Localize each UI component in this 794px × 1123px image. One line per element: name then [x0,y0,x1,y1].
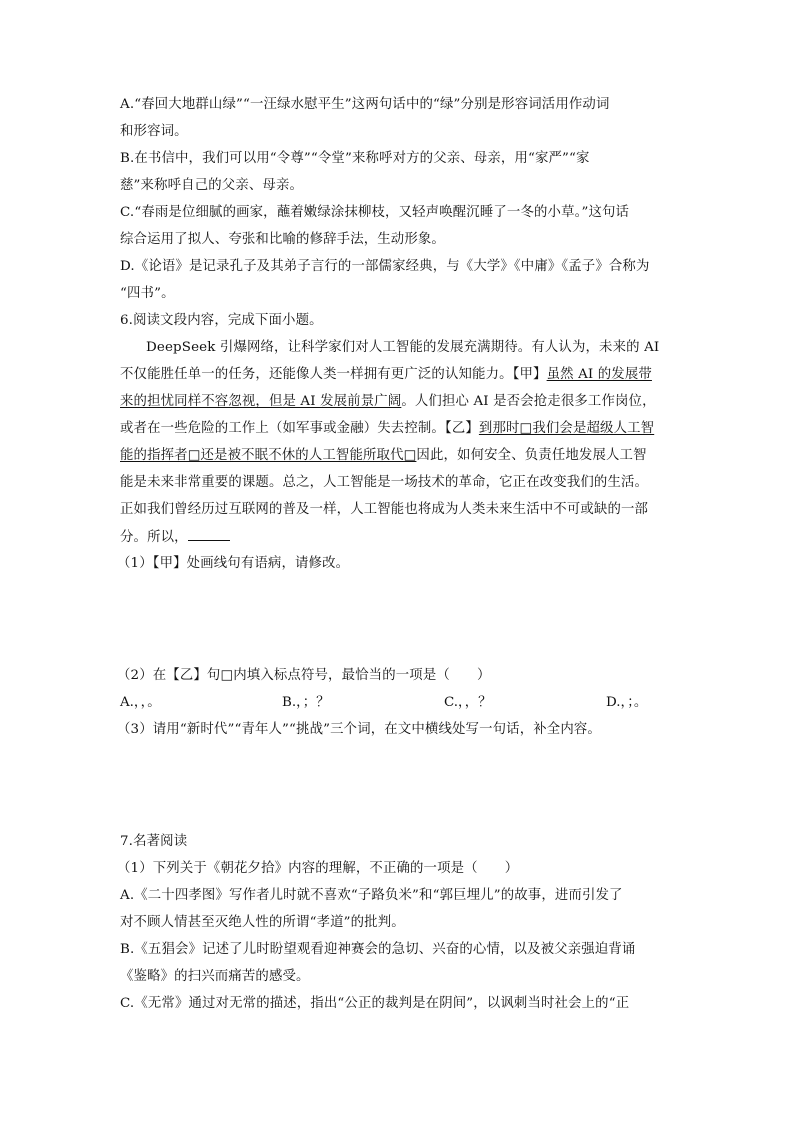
q6-title: 6.阅读文段内容，完成下面小题。 [120,313,323,328]
passage-line-7: 正如我们曾经历过互联网的普及一样，人工智能也将成为人类未来生活中不可或缺的一部 [120,502,649,517]
q5-option-d-line2: “四书”。 [120,286,175,301]
q7-option-a-line1: A.《二十四孝图》写作者儿时就不喜欢“子路负米”和“郭巨埋儿”的故事，进而引发了 [120,888,623,903]
q7-option-c-line1: C.《无常》通过对无常的描述，指出“公正的裁判是在阴间”，以讽刺当时社会上的“正 [120,996,630,1011]
q5-option-d-line1: D.《论语》是记录孔子及其弟子言行的一部儒家经典，与《大学》《中庸》《孟子》合称为 [120,259,650,274]
passage-text: 或者在一些危险的工作上（如军事或金融）失去控制。【乙】 [120,421,479,436]
q6-sub2-option-a[interactable]: A.，，。 [120,695,161,710]
passage-text: 。人们担心 AI 是否会抢走很多工作岗位， [401,394,656,409]
q6-sub2-option-b[interactable]: B.，；？ [282,695,330,710]
passage-line-1: DeepSeek 引爆网络，让科学家们对人工智能的发展充满期待。有人认为，未来的 AI [146,340,660,355]
q5-option-c-line2: 综合运用了拟人、夸张和比喻的修辞手法，生动形象。 [120,232,445,247]
passage-line-8 [120,528,680,547]
passage-text: 不仅能胜任单一的任务，还能像人类一样拥有更广泛的认知能力。【甲】 [120,367,547,382]
passage-text: 分。所以， [120,530,188,545]
q7-title: 7.名著阅读 [120,834,188,849]
passage-line-2 [120,366,680,384]
q7-option-b-line1: B.《五猖会》记述了儿时盼望观看迎神赛会的急切、兴奋的心情，以及被父亲强迫背诵 [120,942,636,957]
q6-subquestion-1: （1）【甲】处画线句有语病，请修改。 [117,556,350,571]
passage-line-6: 能是未来非常重要的课题。总之，人工智能是一场技术的革命，它正在改变我们的生活。 [120,475,649,490]
passage-text: 因此，如何安全、负责任地发展人工智 [416,448,647,463]
underlined-sentence-yi-cont: 能的指挥者□还是被不眠不休的人工智能所取代□ [120,448,417,463]
q6-subquestion-2: （2）在【乙】句□内填入标点符号，最恰当的一项是（ ） [117,668,491,683]
answer-blank[interactable] [188,528,230,541]
q7-option-a-line2: 对不顾人情甚至灭绝人性的所谓“孝道”的批判。 [120,915,405,930]
q7-option-b-line2: 《鉴略》的扫兴而痛苦的感受。 [120,969,310,984]
q5-option-a-line2: 和形容词。 [120,124,188,139]
q5-option-b-line1: B.在书信中，我们可以用“令尊”“令堂”来称呼对方的父亲、母亲，用“家严”“家 [120,151,590,166]
q6-sub2-option-d[interactable]: D.，；。 [606,695,648,710]
q5-option-b-line2: 慈”来称呼自己的父亲、母亲。 [120,178,304,193]
underlined-sentence-yi: 到那时□我们会是超级人工智 [478,421,655,436]
q7-subquestion-1: （1）下列关于《朝花夕拾》内容的理解，不正确的一项是（ ） [117,861,519,876]
passage-line-5 [120,447,680,465]
q5-option-c-line1: C.“春雨是位细腻的画家，蘸着嫩绿涂抹柳枝，又轻声唤醒沉睡了一冬的小草。”这句话 [120,205,630,220]
underlined-sentence-jia-cont: 来的担忧同样不容忽视，但是 AI 发展前景广阔 [120,394,402,409]
q6-sub2-option-c[interactable]: C.，，？ [444,695,492,710]
q6-subquestion-3: （3）请用“新时代”“青年人”“挑战”三个词，在文中横线处写一句话，补全内容。 [117,722,601,737]
passage-line-4 [120,420,680,438]
underlined-sentence-jia: 虽然 AI 的发展带 [546,367,652,382]
q5-option-a-line1: A.“春回大地群山绿”“一汪绿水慰平生”这两句话中的“绿”分别是形容词活用作动词 [120,97,610,112]
passage-line-3 [120,393,680,411]
